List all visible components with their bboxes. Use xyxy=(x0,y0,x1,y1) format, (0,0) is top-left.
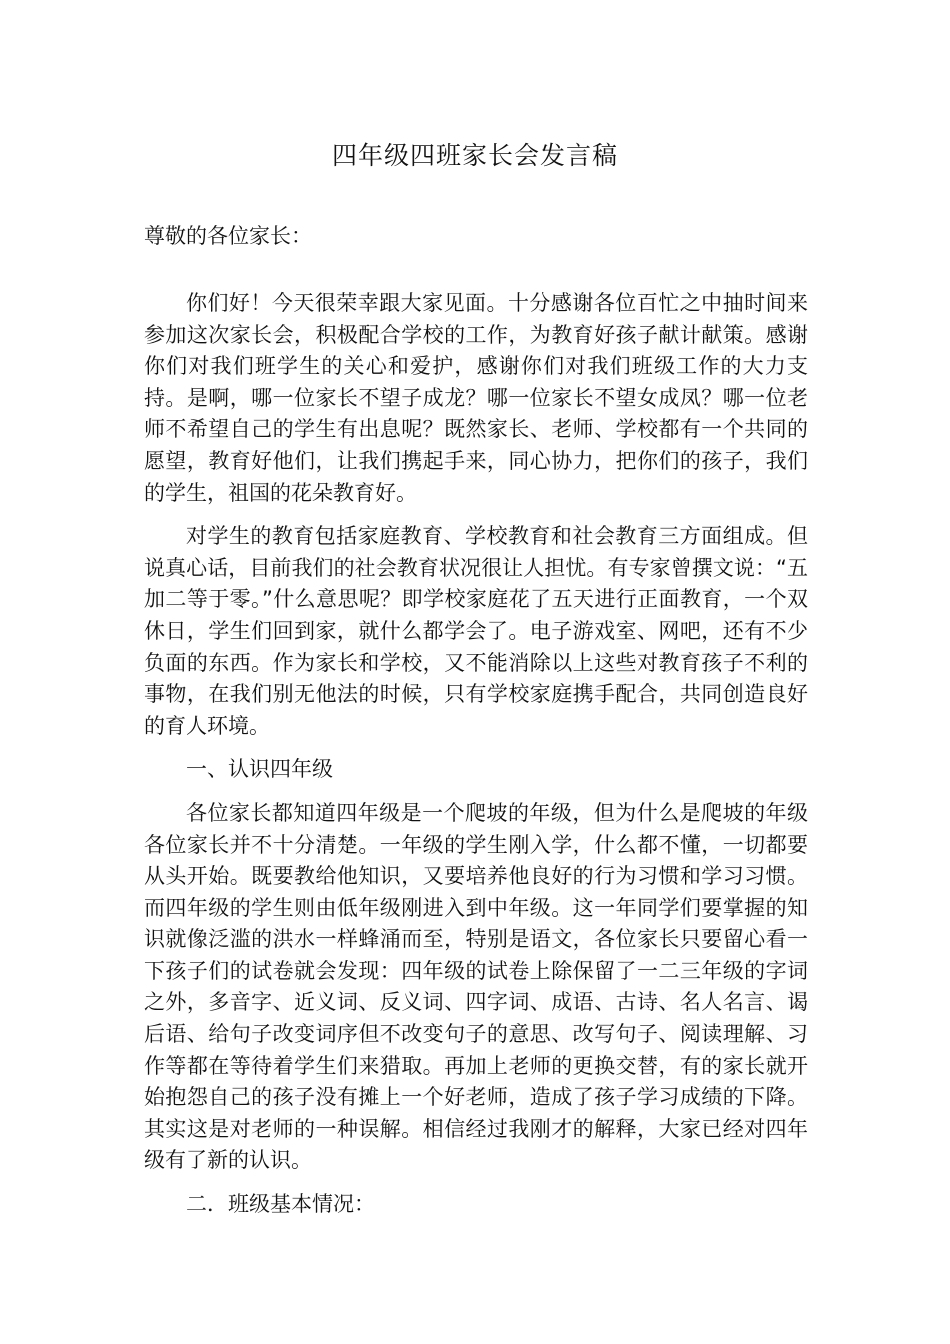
salutation: 尊敬的各位家长： xyxy=(144,224,312,248)
document-title: 四年级四班家长会发言稿 xyxy=(331,141,618,170)
paragraph-education: 对学生的教育包括家庭教育、学校教育和社会教育三方面组成。但说真心话，目前我们的社会教育状况很让人担忧。有专家曾撰文说：“五加二等于零。”什么意思呢？即学校家庭花了五天进行正面教育，一个双休日，学生们回到家，就什么都学会了。电子游戏室、网吧，还有不少负面的东西。作为家长和学校，又不能消除以上这些对教育孩子不利的事物，在我们别无他法的时候，只有学校家庭携手配合，共同创造良好的育人环境。 xyxy=(144,524,808,738)
section-heading-understand-grade-four: 一、认识四年级 xyxy=(186,757,333,782)
paragraph-grade-four: 各位家长都知道四年级是一个爬坡的年级，但为什么是爬坡的年级各位家长并不十分清楚。一年级的学生刚入学，什么都不懂，一切都要从头开始。既要教给他知识，又要培养他良好的行为习惯和学习习惯。而四年级的学生则由低年级刚进入到中年级。这一年同学们要掌握的知识就像泛滥的洪水一样蜂涌而至，特别是语文，各位家长只要留心看一下孩子们的试卷就会发现：四年级的试卷上除保留了一二三年级的字词之外，多音字、近义词、反义词、四字词、成语、古诗、名人名言、谒后语、给句子改变词序但不改变句子的意思、改写句子、阅读理解、习作等都在等待着学生们来猎取。再加上老师的更换交替，有的家长就开始抱怨自己的孩子没有摊上一个好老师，造成了孩子学习成绩的下降。其实这是对老师的一种误解。相信经过我刚才的解释，大家已经对四年级有了新的认识。 xyxy=(144,800,808,1173)
section-heading-class-situation: 二．班级基本情况： xyxy=(186,1192,375,1217)
document-body xyxy=(144,288,808,1233)
paragraph-greeting: 你们好！今天很荣幸跟大家见面。十分感谢各位百忙之中抽时间来参加这次家长会，积极配合学校的工作，为教育好孩子献计献策。感谢你们对我们班学生的关心和爱护，感谢你们对我们班级工作的大力支持。是啊，哪一位家长不望子成龙？哪一位家长不望女成凤？哪一位老师不希望自己的学生有出息呢？既然家长、老师、学校都有一个共同的愿望，教育好他们，让我们携起手来，同心协力，把你们的孩子，我们的学生，祖国的花朵教育好。 xyxy=(144,291,808,505)
